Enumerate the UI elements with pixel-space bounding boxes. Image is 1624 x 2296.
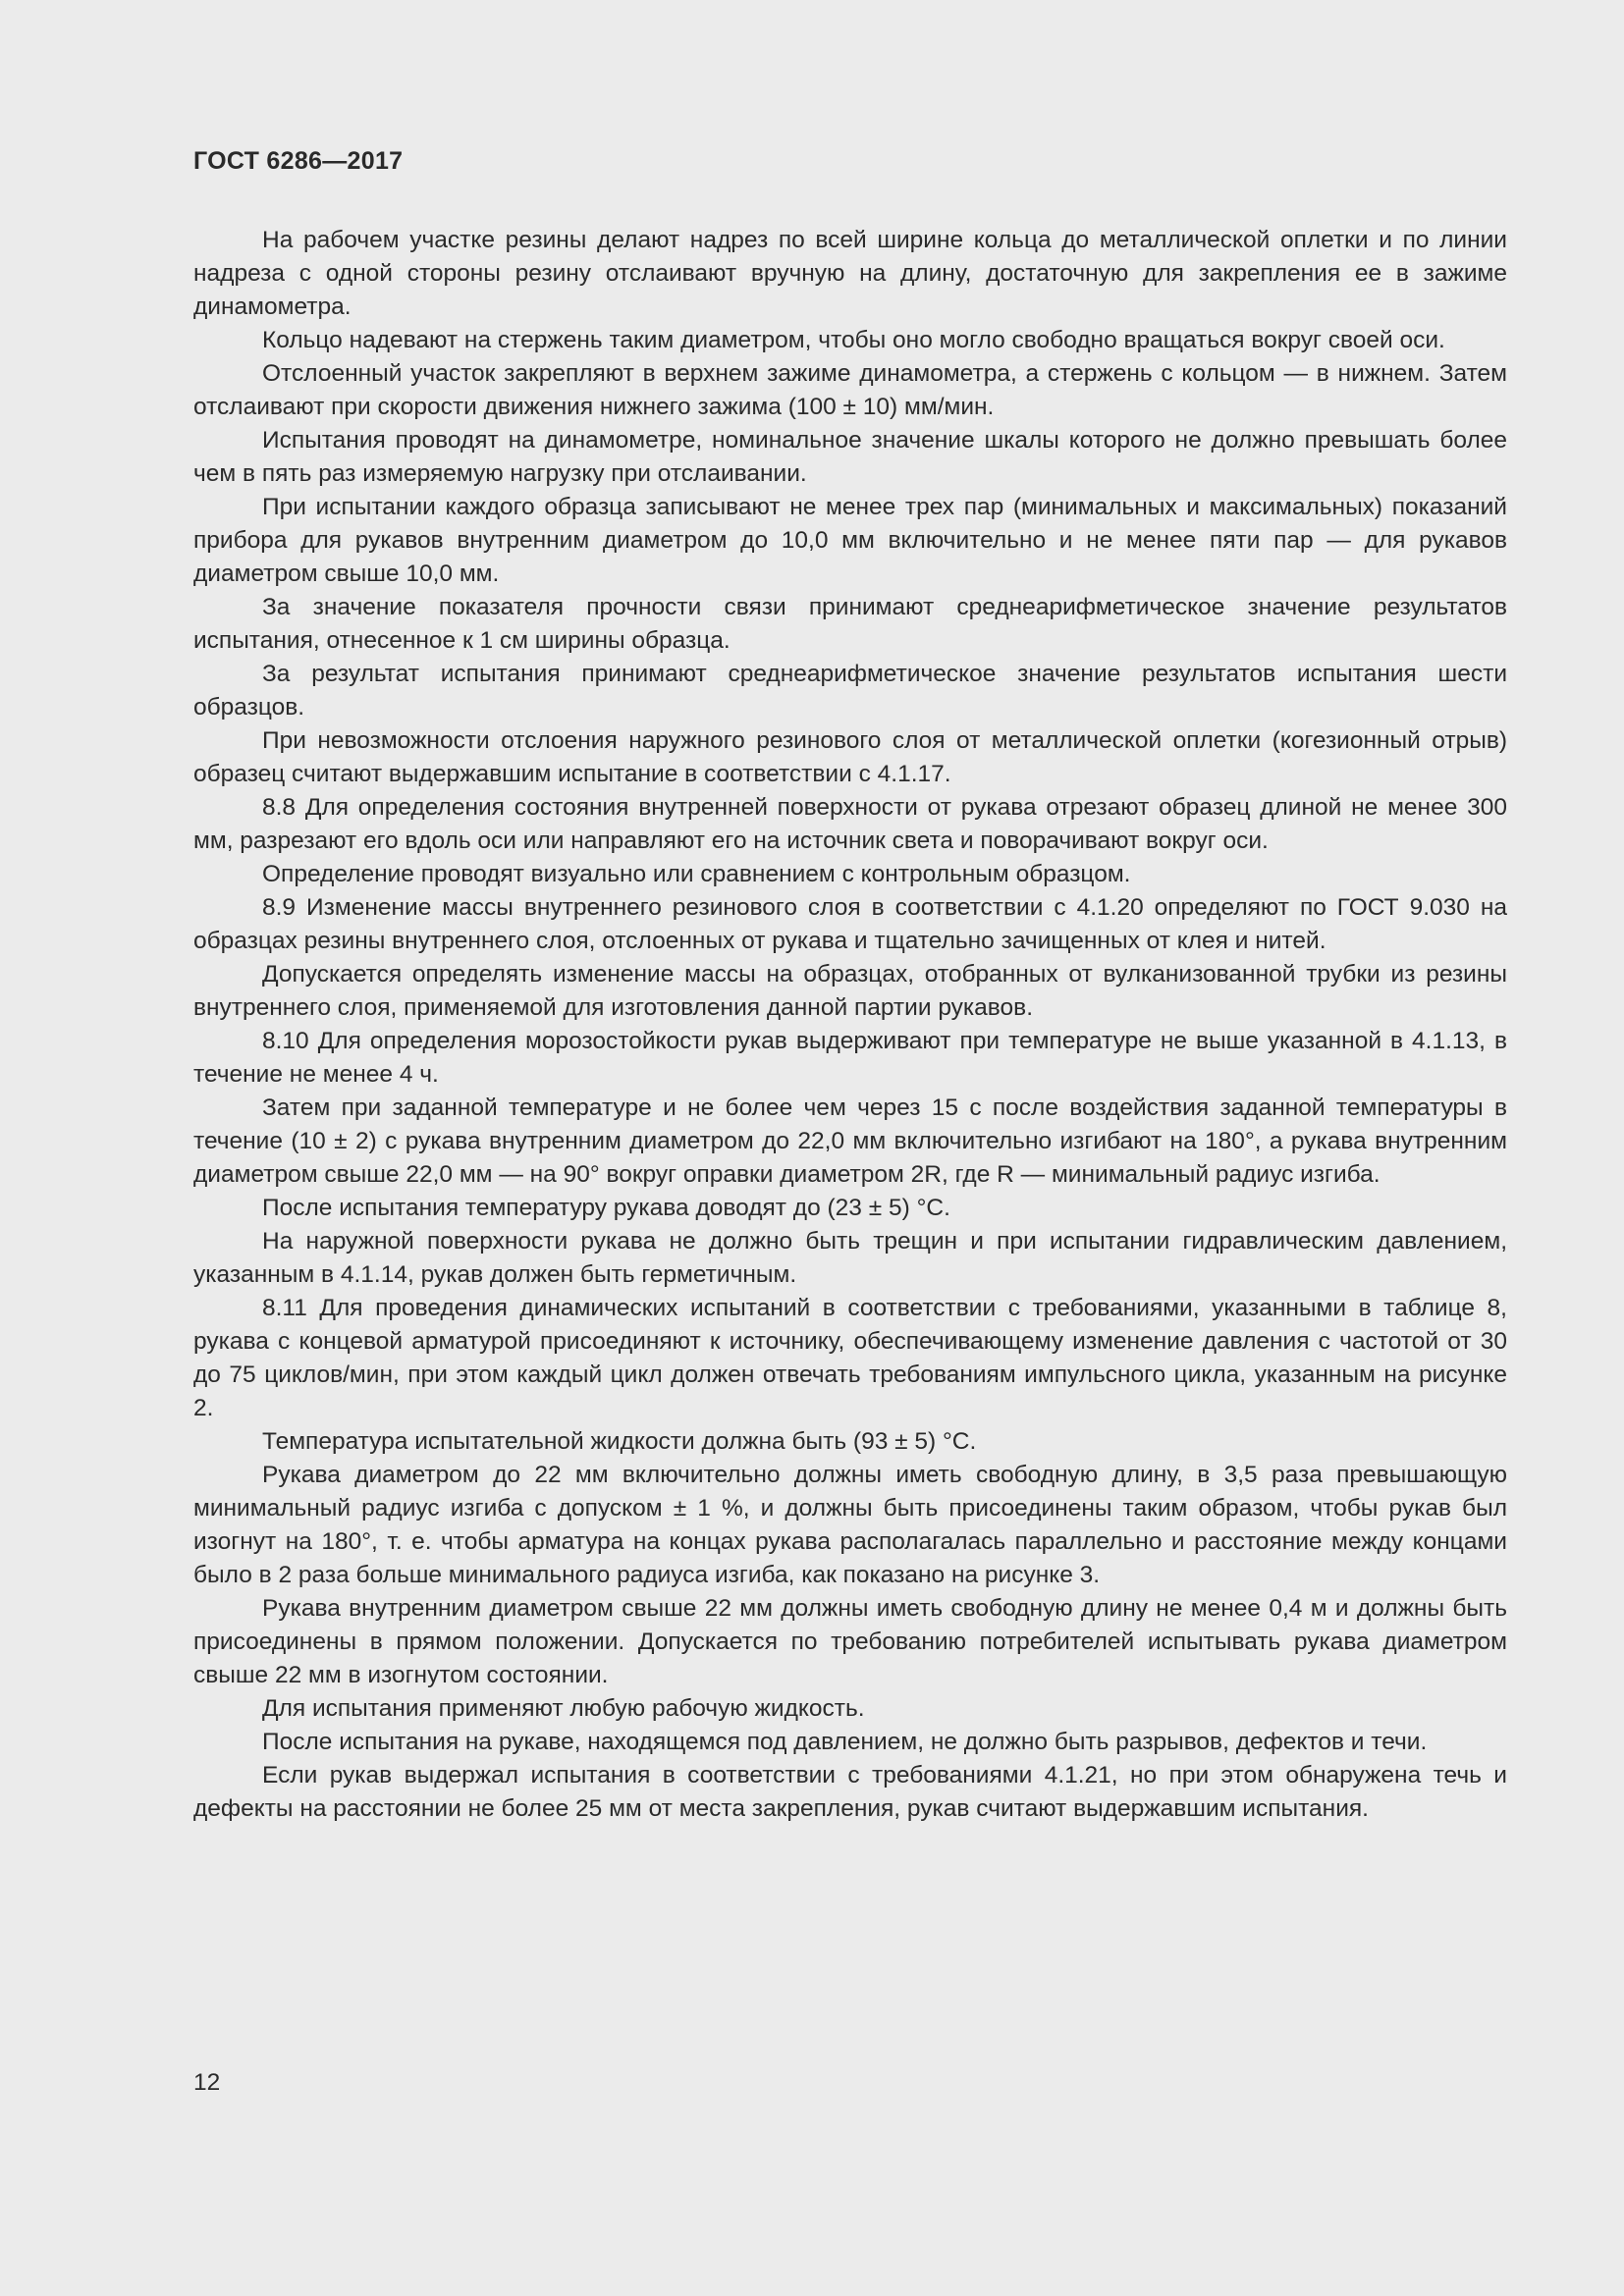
paragraph-section-8-9: 8.9 Изменение массы внутреннего резинового слоя в соответствии с 4.1.20 определяют по ГОСТ 9.030 на образцах резины внутреннего слоя, отслоенных от рукава и тщательно зачищенных от клея и нитей. — [193, 894, 1507, 954]
paragraph: Рукава внутренним диаметром свыше 22 мм должны иметь свободную длину не менее 0,4 м и должны быть присоединены в прямом положении. Допускается по требованию потребителей испытывать рукава диаметром свыше 22 мм в изогнутом состоянии. — [193, 1595, 1507, 1688]
paragraph: Для испытания применяют любую рабочую жидкость. — [262, 1695, 865, 1722]
paragraph: Если рукав выдержал испытания в соответствии с требованиями 4.1.21, но при этом обнаружена течь и дефекты на расстоянии не более 25 мм от места закрепления, рукав считают выдержавшим испытания. — [193, 1762, 1507, 1822]
paragraph: Отслоенный участок закрепляют в верхнем зажиме динамометра, а стержень с кольцом — в нижнем. Затем отслаивают при скорости движения нижнего зажима (100 ± 10) мм/мин. — [193, 360, 1507, 420]
paragraph: Затем при заданной температуре и не более чем через 15 с после воздействия заданной температуры в течение (10 ± 2) с рукава внутренним диаметром до 22,0 мм включительно изгибают на 180°, а рукава внутренним диаметром свыше 22,0 мм — на 90° вокруг оправки диаметром 2R, где R — минимальный радиус изгиба. — [193, 1095, 1507, 1188]
paragraph: При невозможности отслоения наружного резинового слоя от металлической оплетки (когезионный отрыв) образец считают выдержавшим испытание в соответствии с 4.1.17. — [193, 727, 1507, 787]
paragraph: Кольцо надевают на стержень таким диаметром, чтобы оно могло свободно вращаться вокруг своей оси. — [262, 327, 1445, 353]
paragraph: На наружной поверхности рукава не должно быть трещин и при испытании гидравлическим давлением, указанным в 4.1.14, рукав должен быть герметичным. — [193, 1228, 1507, 1288]
paragraph: За значение показателя прочности связи принимают среднеарифметическое значение результатов испытания, отнесенное к 1 см ширины образца. — [193, 594, 1507, 654]
paragraph-section-8-8: 8.8 Для определения состояния внутренней поверхности от рукава отрезают образец длиной не менее 300 мм, разрезают его вдоль оси или направляют его на источник света и поворачивают вокруг оси. — [193, 794, 1507, 854]
paragraph: Испытания проводят на динамометре, номинальное значение шкалы которого не должно превышать более чем в пять раз измеряемую нагрузку при отслаивании. — [193, 427, 1507, 487]
paragraph: При испытании каждого образца записывают не менее трех пар (минимальных и максимальных) показаний прибора для рукавов внутренним диаметром до 10,0 мм включительно и не менее пяти пар — для рукавов диаметром свыше 10,0 мм. — [193, 494, 1507, 587]
page-number: 12 — [193, 2069, 221, 2096]
paragraph: Рукава диаметром до 22 мм включительно должны иметь свободную длину, в 3,5 раза превышающую минимальный радиус изгиба с допуском ± 1 %, и должны быть присоединены таким образом, чтобы рукав был изогнут на 180°, т. е. чтобы арматура на концах рукава располагалась параллельно и расстояние между концами было в 2 раза больше минимального радиуса изгиба, как показано на рисунке 3. — [193, 1462, 1507, 1588]
document-code-header: ГОСТ 6286—2017 — [193, 147, 404, 175]
paragraph: За результат испытания принимают среднеарифметическое значение результатов испытания шести образцов. — [193, 661, 1507, 721]
paragraph: Допускается определять изменение массы на образцах, отобранных от вулканизованной трубки из резины внутреннего слоя, применяемой для изготовления данной партии рукавов. — [193, 961, 1507, 1021]
paragraph-section-8-11: 8.11 Для проведения динамических испытаний в соответствии с требованиями, указанными в таблице 8, рукава с концевой арматурой присоединяют к источнику, обеспечивающему изменение давления с частотой от 30 до 75 циклов/мин, при этом каждый цикл должен отвечать требованиям импульсного цикла, указанным на рисунке 2. — [193, 1295, 1507, 1421]
paragraph: Определение проводят визуально или сравнением с контрольным образцом. — [262, 861, 1131, 887]
paragraph: После испытания температуру рукава доводят до (23 ± 5) °С. — [262, 1195, 950, 1221]
paragraph-section-8-10: 8.10 Для определения морозостойкости рукав выдерживают при температуре не выше указанной в 4.1.13, в течение не менее 4 ч. — [193, 1028, 1507, 1088]
paragraph: После испытания на рукаве, находящемся под давлением, не должно быть разрывов, дефектов и течи. — [262, 1729, 1428, 1755]
paragraph: На рабочем участке резины делают надрез по всей ширине кольца до металлической оплетки и по линии надреза с одной стороны резину отслаивают вручную на длину, достаточную для закрепления ее в зажиме динамометра. — [193, 227, 1507, 320]
paragraph: Температура испытательной жидкости должна быть (93 ± 5) °С. — [262, 1428, 977, 1455]
document-body — [193, 224, 1507, 1826]
